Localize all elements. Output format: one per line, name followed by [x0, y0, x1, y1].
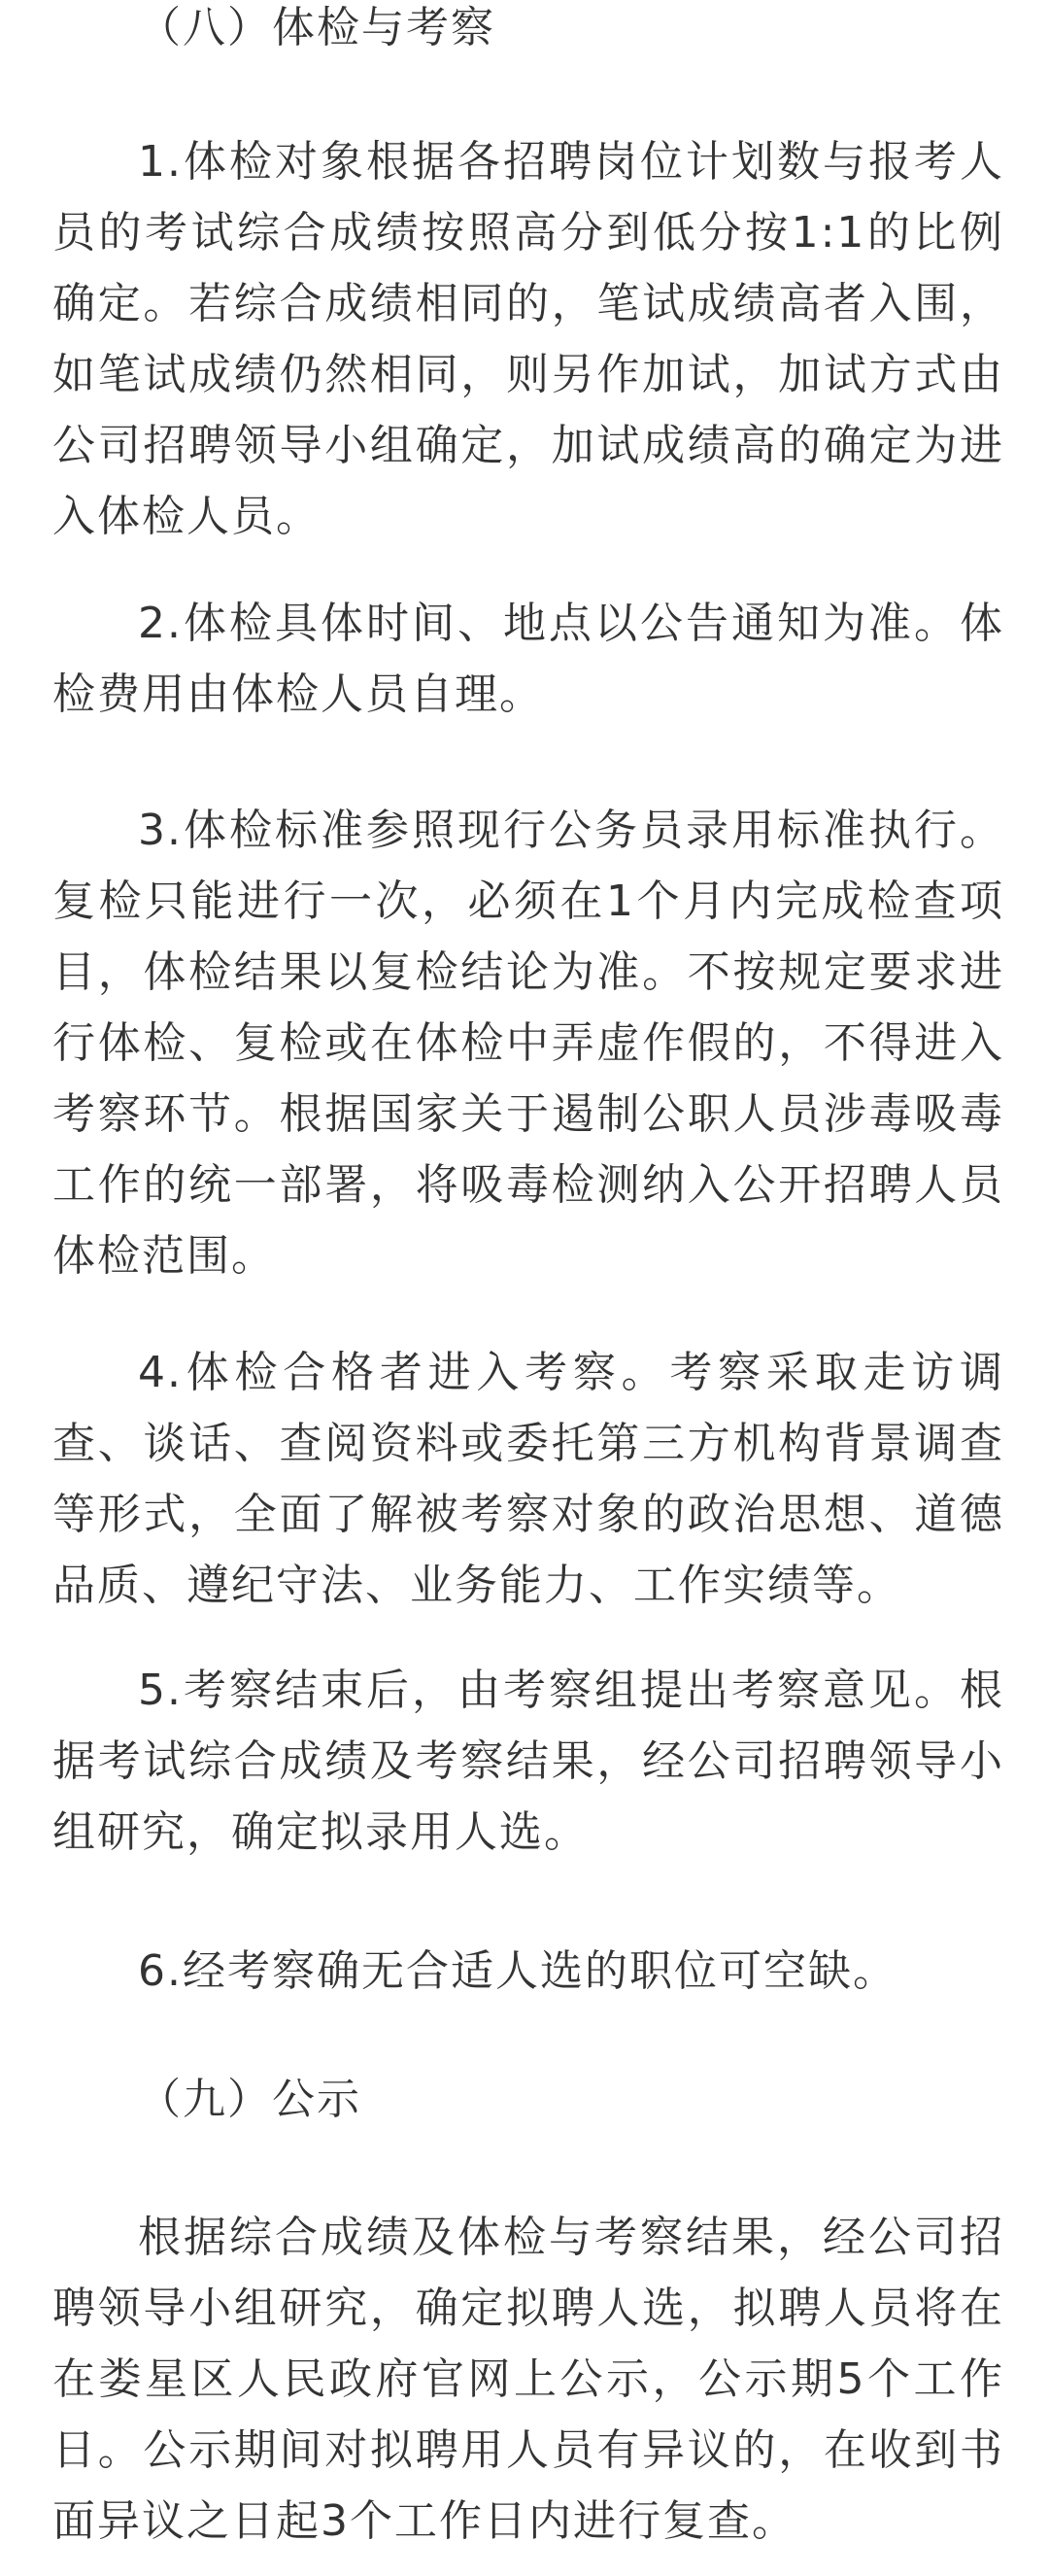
paragraph-investigation-result: 5.考察结束后，由考察组提出考察意见。根据考试综合成绩及考察结果，经公司招聘领导小组研究，确定拟录用人选。 — [52, 1666, 1004, 1857]
paragraph-exam-standard: 3.体检标准参照现行公务员录用标准执行。复检只能进行一次，必须在1个月内完成检查项目，体检结果以复检结论为准。不按规定要求进行体检、复检或在体检中弄虚作假的，不得进入考察环节。根据国家关于遏制公职人员涉毒吸毒工作的统一部署，将吸毒检测纳入公开招聘人员体检范围。 — [52, 806, 1004, 1281]
paragraph-exam-selection: 1.体检对象根据各招聘岗位计划数与报考人员的考试综合成绩按照高分到低分按1:1的比例确定。若综合成绩相同的，笔试成绩高者入围，如笔试成绩仍然相同，则另作加试，加试方式由公司招聘领导小组确定，加试成绩高的确定为进入体检人员。 — [52, 137, 1004, 541]
paragraph-investigation: 4.体检合格者进入考察。考察采取走访调查、谈话、查阅资料或委托第三方机构背景调查等形式，全面了解被考察对象的政治思想、道德品质、遵纪守法、业务能力、工作实绩等。 — [52, 1348, 1004, 1610]
paragraph-vacancy: 6.经考察确无合适人选的职位可空缺。 — [138, 1946, 897, 1996]
section-heading-publicity: （九）公示 — [138, 2075, 361, 2124]
paragraph-exam-time-place: 2.体检具体时间、地点以公告通知为准。体检费用由体检人员自理。 — [52, 599, 1004, 719]
paragraph-publicity: 根据综合成绩及体检与考察结果，经公司招聘领导小组研究，确定拟聘人选，拟聘人员将在在娄星区人民政府官网上公示，公示期5个工作日。公示期间对拟聘用人员有异议的，在收到书面异议之日起3个工作日内进行复查。 — [52, 2213, 1004, 2546]
section-heading-physical-exam: （八）体检与考察 — [138, 3, 495, 52]
